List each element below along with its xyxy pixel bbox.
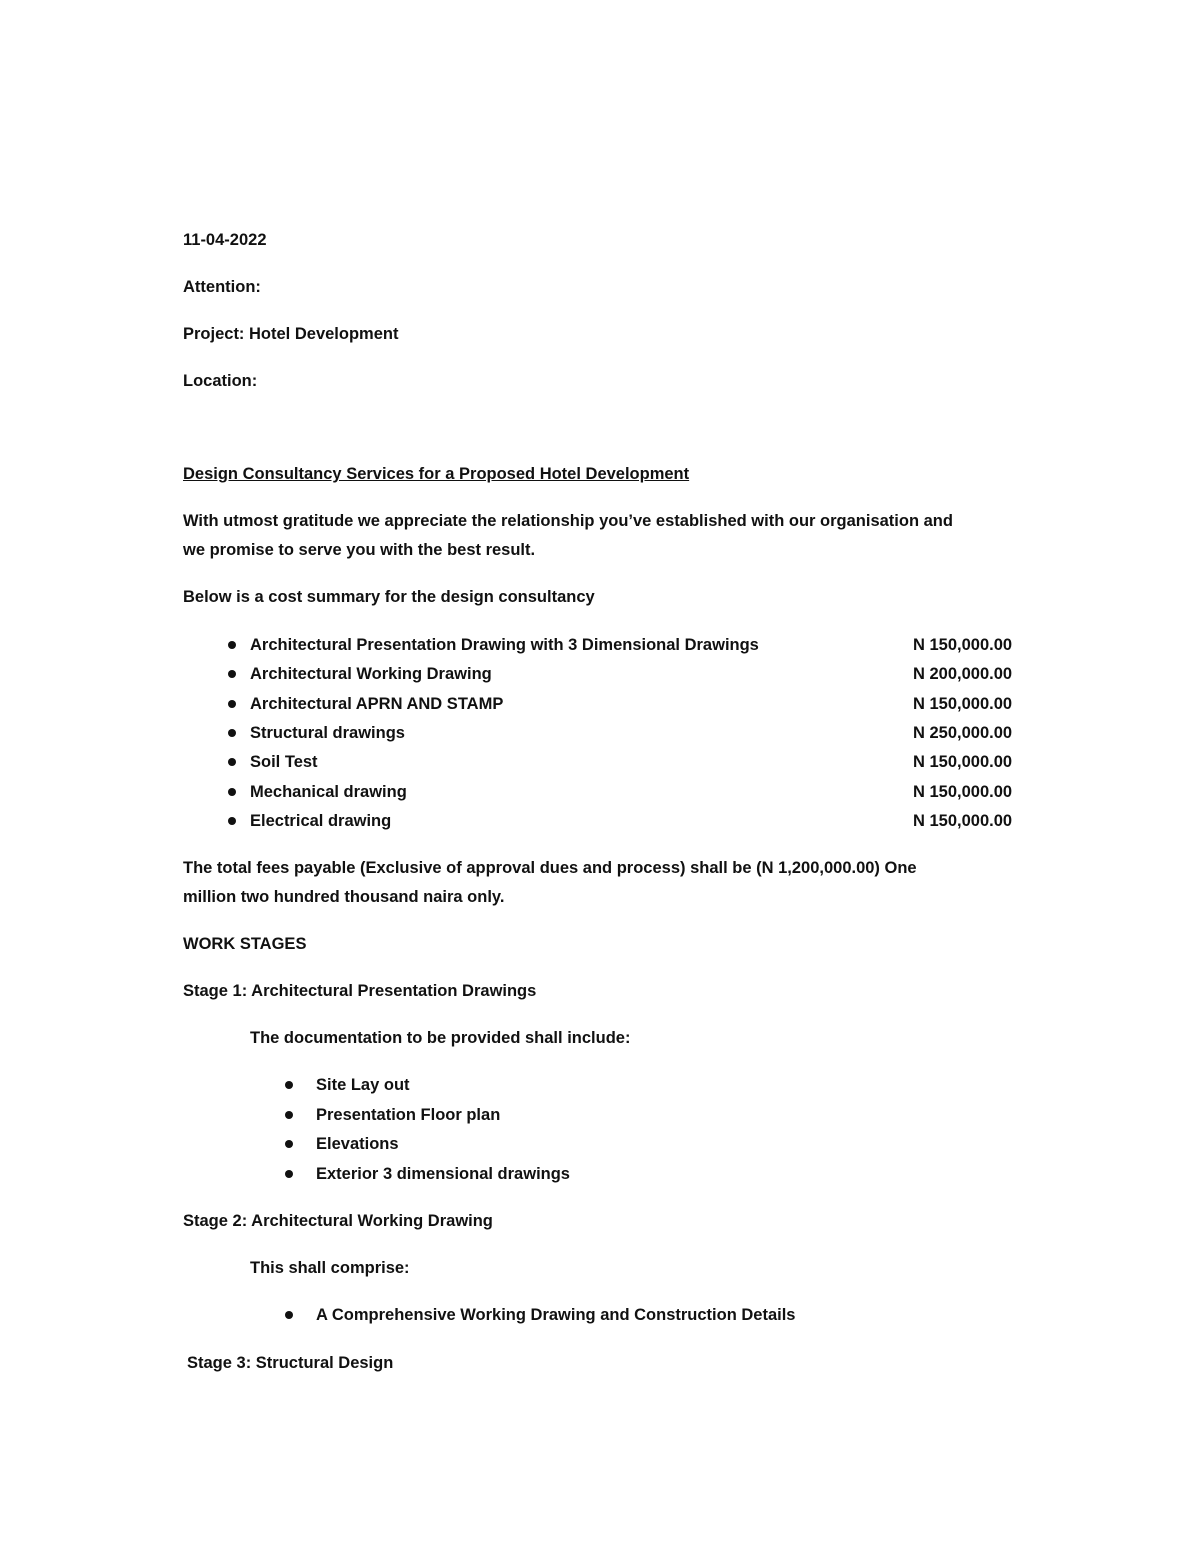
location-line: Location: <box>183 372 258 390</box>
work-stages-heading: WORK STAGES <box>183 935 307 953</box>
stage-1-intro: The documentation to be provided shall include: <box>250 1029 631 1047</box>
bullet-icon <box>285 1311 293 1319</box>
bullet-icon <box>285 1081 293 1089</box>
bullet-icon <box>285 1140 293 1148</box>
project-line: Project: Hotel Development <box>183 325 399 343</box>
stage-2-item: A Comprehensive Working Drawing and Construction Details <box>316 1306 796 1324</box>
stage-1-item: Site Lay out <box>316 1076 410 1094</box>
cost-item-amount: N 150,000.00 <box>913 695 1013 713</box>
cost-item-label: Electrical drawing <box>250 812 392 830</box>
subject-heading: Design Consultancy Services for a Proposed Hotel Development <box>183 465 690 483</box>
stage-2-intro: This shall comprise: <box>250 1259 410 1277</box>
cost-item-label: Architectural APRN AND STAMP <box>250 695 504 713</box>
bullet-icon <box>228 700 236 708</box>
stage-1-item: Exterior 3 dimensional drawings <box>316 1165 570 1183</box>
cost-item-amount: N 200,000.00 <box>913 665 1013 683</box>
cost-item-amount: N 150,000.00 <box>913 783 1013 801</box>
stage-1-item: Elevations <box>316 1135 399 1153</box>
bullet-icon <box>228 758 236 766</box>
intro-paragraph-line-1: With utmost gratitude we appreciate the relationship you’ve established with our organisation and <box>183 512 953 530</box>
bullet-icon <box>228 729 236 737</box>
bullet-icon <box>228 641 236 649</box>
stage-2-title: Stage 2: Architectural Working Drawing <box>183 1212 493 1230</box>
total-fees-line-2: million two hundred thousand naira only. <box>183 888 505 906</box>
total-fees-line-1: The total fees payable (Exclusive of approval dues and process) shall be (N 1,200,000.00) One <box>183 859 917 877</box>
stage-3-title: Stage 3: Structural Design <box>187 1354 394 1372</box>
cost-item-label: Soil Test <box>250 753 318 771</box>
bullet-icon <box>285 1111 293 1119</box>
bullet-icon <box>228 670 236 678</box>
stage-1-item: Presentation Floor plan <box>316 1106 501 1124</box>
bullet-icon <box>228 788 236 796</box>
cost-item-amount: N 250,000.00 <box>913 724 1013 742</box>
bullet-icon <box>228 817 236 825</box>
cost-item-amount: N 150,000.00 <box>913 636 1013 654</box>
cost-item-amount: N 150,000.00 <box>913 753 1013 771</box>
cost-item-label: Architectural Presentation Drawing with 3 Dimensional Drawings <box>250 636 759 654</box>
cost-item-label: Architectural Working Drawing <box>250 665 492 683</box>
bullet-icon <box>285 1170 293 1178</box>
intro-paragraph-line-2: we promise to serve you with the best result. <box>183 541 536 559</box>
cost-item-amount: N 150,000.00 <box>913 812 1013 830</box>
cost-item-label: Mechanical drawing <box>250 783 407 801</box>
cost-summary-intro: Below is a cost summary for the design consultancy <box>183 588 595 606</box>
cost-item-label: Structural drawings <box>250 724 405 742</box>
letter-date: 11-04-2022 <box>183 231 267 249</box>
stage-1-title: Stage 1: Architectural Presentation Drawings <box>183 982 537 1000</box>
attention-line: Attention: <box>183 278 261 296</box>
